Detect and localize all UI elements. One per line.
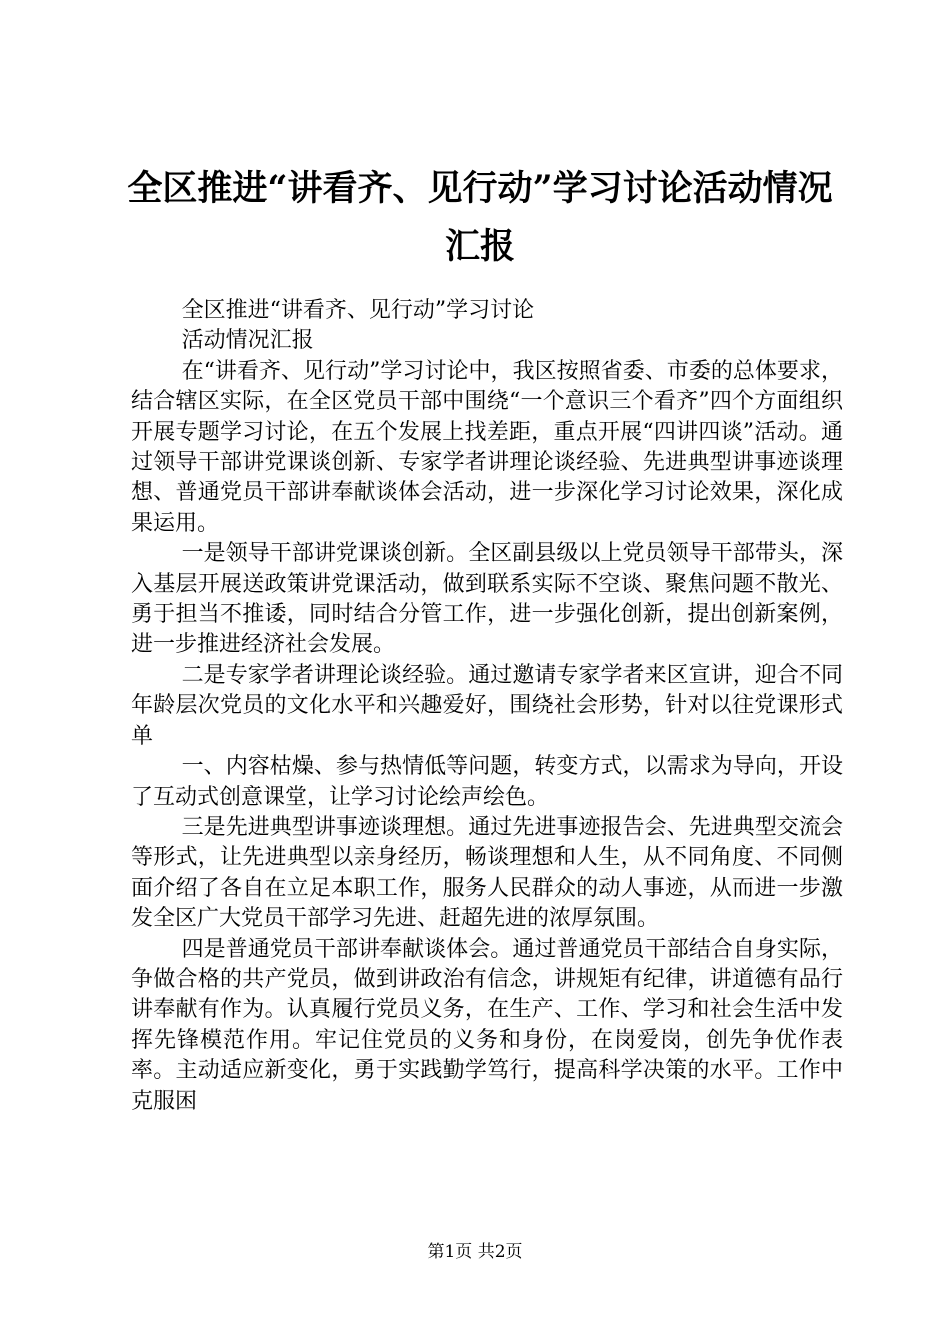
paragraph: 在“讲看齐、见行动”学习讨论中，我区按照省委、市委的总体要求，结合辖区实际，在全区党员干部中围绕“一个意识三个看齐”四个方面组织开展专题学习讨论，在五个发展上找差距，重点开展“四讲四谈”活动。通过领导干部讲党课谈创新、专家学者讲理论谈经验、先进典型讲事迹谈理想、普通党员干部讲奉献谈体会活动，进一步深化学习讨论效果，深化成果运用。	[131, 358, 843, 536]
paragraph: 全区推进“讲看齐、见行动”学习讨论	[181, 298, 535, 323]
paragraph: 一、内容枯燥、参与热情低等问题，转变方式，以需求为导向，开设了互动式创意课堂，让学习讨论绘声绘色。	[131, 754, 843, 810]
paragraph: 活动情况汇报	[181, 328, 314, 354]
paragraph: 二是专家学者讲理论谈经验。通过邀请专家学者来区宣讲，迎合不同年龄层次党员的文化水平和兴趣爱好，围绕社会形势，针对以往党课形式单	[131, 662, 843, 749]
document-body	[131, 296, 843, 1117]
page-footer: 第1页 共2页	[427, 1242, 523, 1262]
paragraph: 四是普通党员干部讲奉献谈体会。通过普通党员干部结合自身实际，争做合格的共产党员，做到讲政治有信念，讲规矩有纪律，讲道德有品行讲奉献有作为。认真履行党员义务，在生产、工作、学习和社会生活中发挥先锋模范作用。牢记住党员的义务和身份，在岗爱岗，创先争优作表率。主动适应新变化，勇于实践勤学笃行，提高科学决策的水平。工作中克服困	[131, 936, 843, 1114]
paragraph: 三是先进典型讲事迹谈理想。通过先进事迹报告会、先进典型交流会等形式，让先进典型以亲身经历，畅谈理想和人生，从不同角度、不同侧面介绍了各自在立足本职工作，服务人民群众的动人事迹，从而进一步激发全区广大党员干部学习先进、赶超先进的浓厚氛围。	[131, 814, 843, 932]
paragraph: 一是领导干部讲党课谈创新。全区副县级以上党员领导干部带头，深入基层开展送政策讲党课活动，做到联系实际不空谈、聚焦问题不散光、勇于担当不推诿，同时结合分管工作，进一步强化创新，提出创新案例，进一步推进经济社会发展。	[131, 541, 843, 658]
document-title: 全区推进“讲看齐、见行动”学习讨论活动情况汇报	[127, 168, 833, 267]
